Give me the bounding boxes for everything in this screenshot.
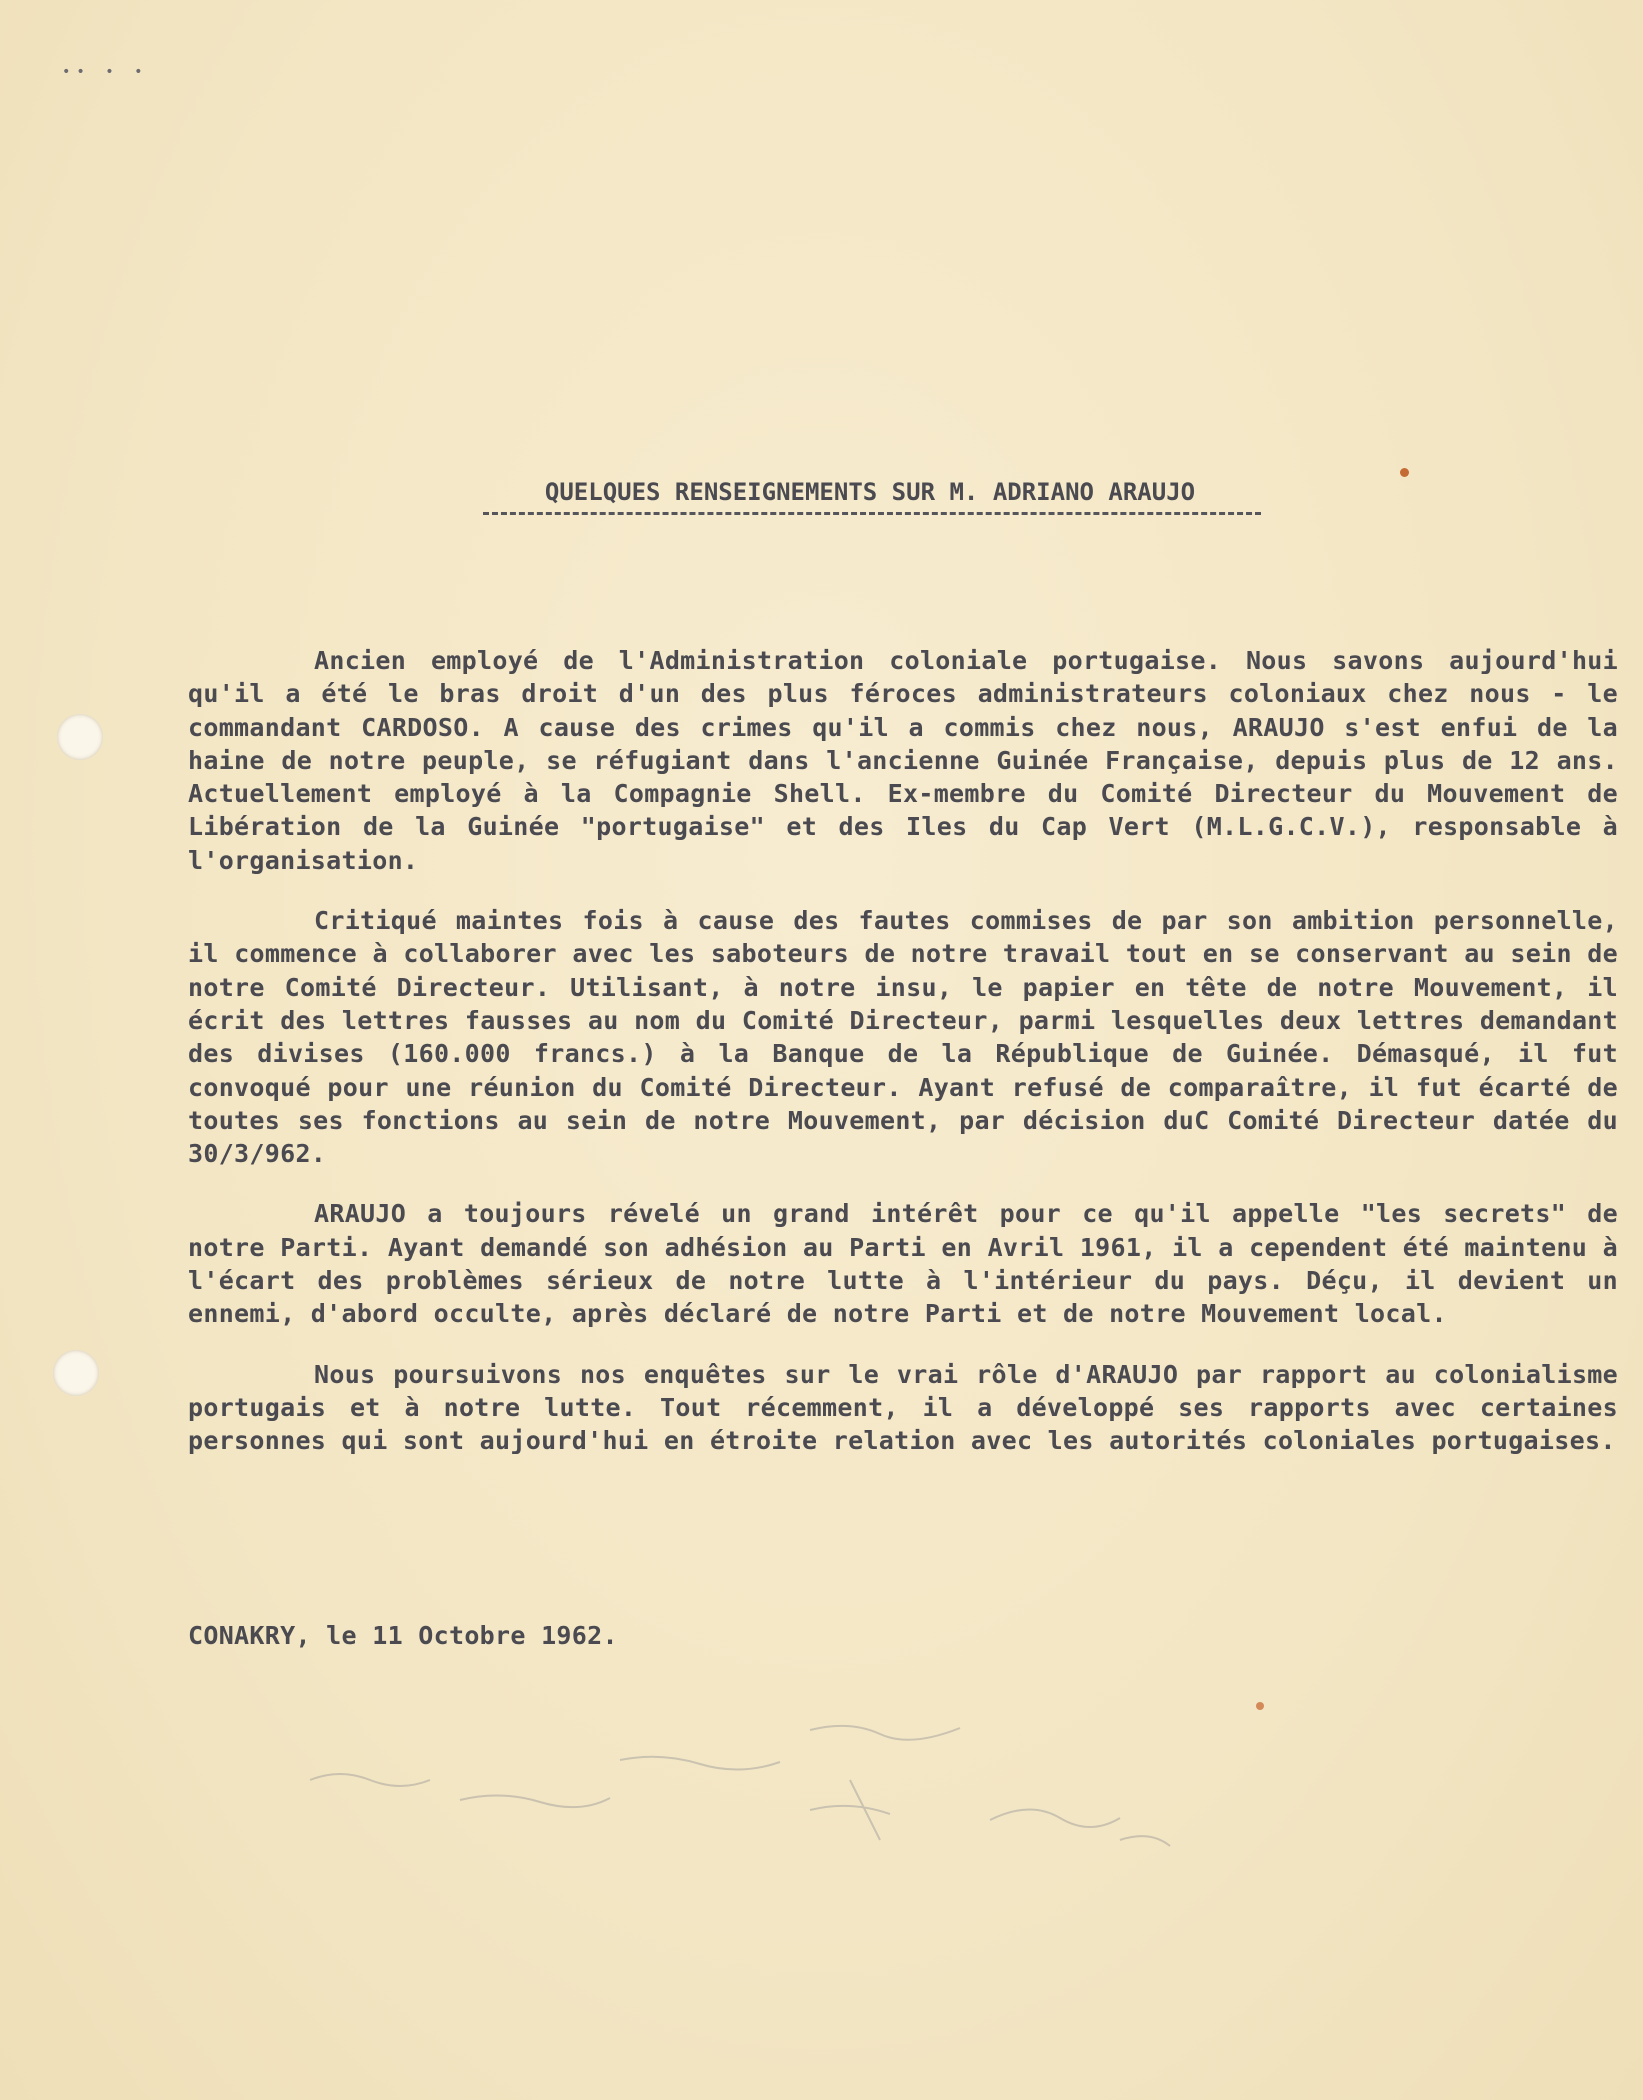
paper-stain	[1400, 468, 1409, 477]
punch-hole	[57, 714, 103, 760]
punch-hole	[53, 1350, 99, 1396]
title-underline	[483, 512, 1261, 515]
document-body	[188, 644, 1618, 1485]
place-and-date: CONAKRY, le 11 Octobre 1962.	[188, 1621, 618, 1650]
paragraph-2: Critiqué maintes fois à cause des fautes commises de par son ambition personnelle, il commence à collaborer avec les saboteurs de notre travail tout en se conservant au sein de notre Comité Directeur. Utilisant, à notre insu, le papier en tête de notre Mouvement, il écrit des lettres fausses au nom du Comité Directeur, parmi lesquelles deux lettres demandant des divises (160.000 francs.) à la Banque de la République de Guinée. Démasqué, il fut convoqué pour une réunion du Comité Directeur. Ayant refusé de comparaître, il fut écarté de toutes ses fonctions au sein de notre Mouvement, par décision duC Comité Directeur datée du 30/3/962.	[188, 906, 1618, 1169]
paragraph-3: ARAUJO a toujours révelé un grand intérêt pour ce qu'il appelle "les secrets" de notre Parti. Ayant demandé son adhésion au Parti en Avril 1961, il a cependent été maintenu à l'écart des problèmes sérieux de notre lutte à l'intérieur du pays. Déçu, il devient un ennemi, d'abord occulte, après déclaré de notre Parti et de notre Mouvement local.	[188, 1199, 1618, 1329]
corner-marks: •• • •	[62, 64, 149, 80]
faint-pencil-marks	[290, 1690, 1290, 1850]
paragraph-4: Nous poursuivons nos enquêtes sur le vrai rôle d'ARAUJO par rapport au colonialisme portugais et à notre lutte. Tout récemment, il a développé ses rapports avec certaines personnes qui sont aujourd'hui en étroite relation avec les autorités coloniales portugaises.	[188, 1359, 1618, 1456]
document-title: QUELQUES RENSEIGNEMENTS SUR M. ADRIANO ARAUJO	[544, 478, 1196, 506]
paragraph-1: Ancien employé de l'Administration coloniale portugaise. Nous savons aujourd'hui qu'il a été le bras droit d'un des plus féroces administrateurs coloniaux chez nous - le commandant CARDOSO. A cause des crimes qu'il a commis chez nous, ARAUJO s'est enfui de la haine de notre peuple, se réfugiant dans l'ancienne Guinée Française, depuis plus de 12 ans. Actuellement employé à la Compagnie Shell. Ex-membre du Comité Directeur du Mouvement de Libération de la Guinée "portugaise" et des Iles du Cap Vert (M.L.G.C.V.), responsable à l'organisation.	[188, 646, 1618, 875]
